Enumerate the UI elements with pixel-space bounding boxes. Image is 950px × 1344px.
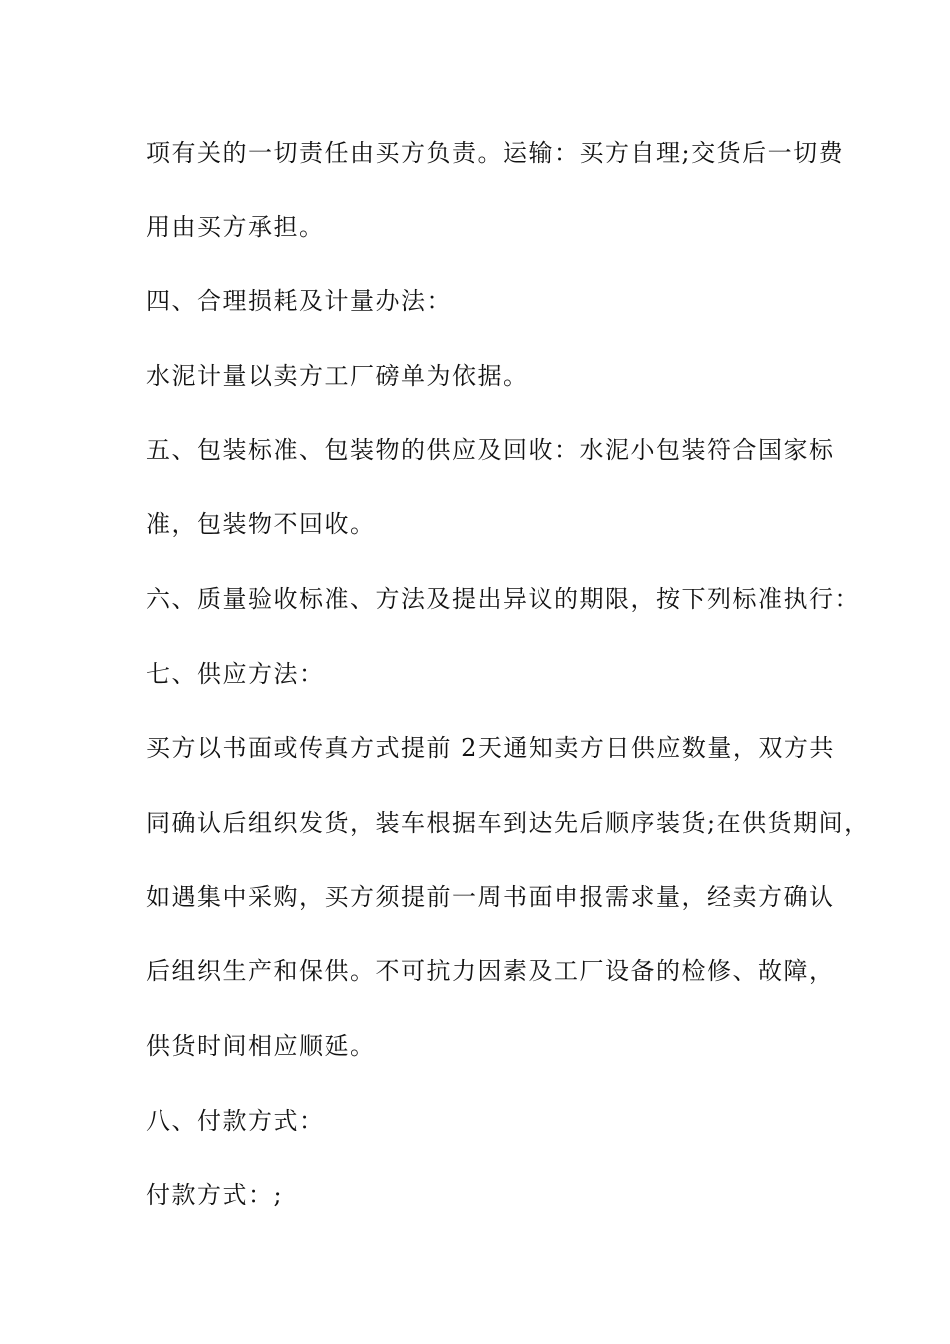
section-heading-7: 七、供应方法： — [146, 660, 325, 688]
text-line-12: 后组织生产和保供。不可抗力因素及工厂设备的检修、故障， — [146, 957, 835, 985]
text-line-2: 用由买方承担。 — [146, 213, 325, 241]
text-line-1: 项有关的一切责任由买方负责。运输：买方自理;交货后一切费 — [146, 139, 845, 167]
text-line-11: 如遇集中采购，买方须提前一周书面申报需求量，经卖方确认 — [146, 883, 835, 911]
text-line-4: 水泥计量以卖方工厂磅单为依据。 — [146, 362, 529, 390]
text-line-15: 付款方式：; — [146, 1181, 284, 1209]
text-line-9: 买方以书面或传真方式提前 2天通知卖方日供应数量，双方共 — [146, 734, 835, 762]
section-heading-6: 六、质量验收标准、方法及提出异议的期限，按下列标准执行： — [146, 585, 860, 613]
section-heading-8: 八、付款方式： — [146, 1107, 325, 1135]
text-line-6: 准，包装物不回收。 — [146, 510, 376, 538]
section-heading-5: 五、包装标准、包装物的供应及回收：水泥小包装符合国家标 — [146, 436, 835, 464]
text-line-13: 供货时间相应顺延。 — [146, 1032, 376, 1060]
section-heading-4: 四、合理损耗及计量办法： — [146, 287, 452, 315]
text-line-10: 同确认后组织发货，装车根据车到达先后顺序装货;在供货期间， — [146, 809, 870, 837]
